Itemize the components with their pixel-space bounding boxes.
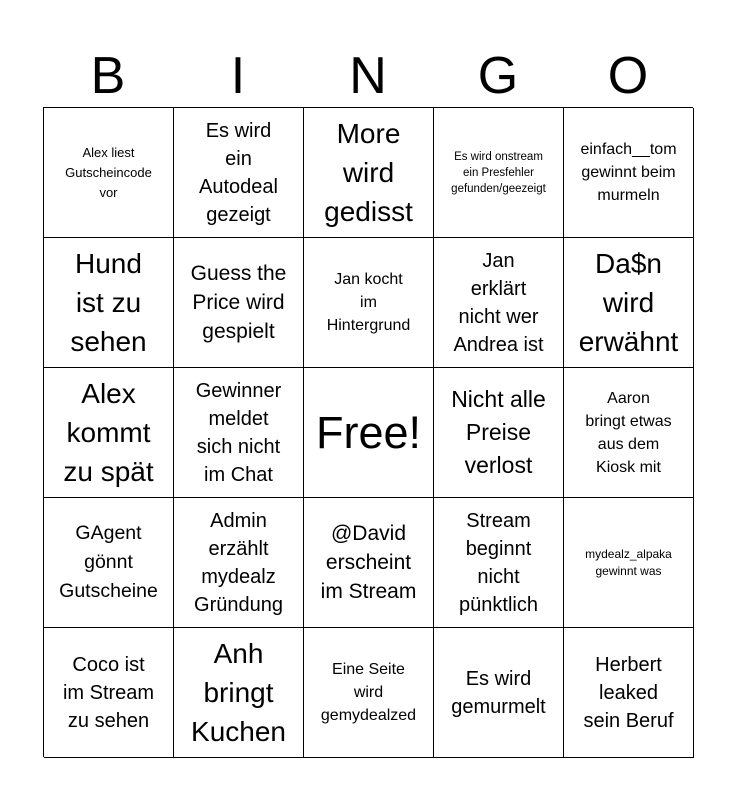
- cell-text: More wird gedisst: [324, 118, 413, 227]
- cell-text: Herbert leaked sein Beruf: [583, 653, 674, 732]
- free-space-text: Free!: [315, 406, 422, 458]
- cell-text: Jan erklärt nicht wer Andrea ist: [453, 249, 544, 356]
- cell-text: Gewinner meldet sich nicht im Chat: [195, 379, 282, 486]
- bingo-cell-r4c4[interactable]: [434, 498, 564, 628]
- cell-text: Alex liest Gutscheincode vor: [65, 144, 152, 200]
- bingo-cell-r3c5[interactable]: [564, 368, 694, 498]
- bingo-cell-r5c5[interactable]: [564, 628, 694, 758]
- cell-text: Es wird ein Autodeal gezeigt: [199, 119, 278, 226]
- bingo-cell-r4c5[interactable]: [564, 498, 694, 628]
- bingo-cell-r4c2[interactable]: [174, 498, 304, 628]
- cell-text: Nicht alle Preise verlost: [451, 386, 546, 478]
- header-letter-g: G: [477, 47, 519, 105]
- bingo-cell-r2c4[interactable]: [434, 238, 564, 368]
- bingo-cell-r5c3[interactable]: [304, 628, 434, 758]
- cell-text: Alex kommt zu spät: [63, 378, 154, 487]
- cell-text: Es wird onstream ein Presfehler gefunden/geezeigt: [451, 150, 546, 195]
- header-letter-o: O: [607, 47, 649, 105]
- cell-text: Hund ist zu sehen: [70, 248, 147, 357]
- bingo-cell-r1c5[interactable]: [564, 108, 694, 238]
- bingo-cell-r2c3[interactable]: [304, 238, 434, 368]
- cell-text: Jan kocht im Hintergrund: [326, 271, 411, 334]
- cell-text: @David erscheint im Stream: [320, 522, 417, 603]
- bingo-cell-r4c1[interactable]: [44, 498, 174, 628]
- header-letter-i: I: [230, 47, 246, 105]
- bingo-cell-r5c2[interactable]: [174, 628, 304, 758]
- cell-text: einfach__tom gewinnt beim murmeln: [580, 141, 677, 204]
- header-letter-n: N: [349, 47, 387, 105]
- cell-text: Guess the Price wird gespielt: [190, 262, 287, 343]
- cell-text: Aaron bringt etwas aus dem Kiosk mit: [585, 389, 672, 476]
- bingo-cell-r1c4[interactable]: [434, 108, 564, 238]
- cell-text: GAgent gönnt Gutscheine: [59, 522, 158, 602]
- bingo-cell-r2c5[interactable]: [564, 238, 694, 368]
- cell-text: Eine Seite wird gemydealzed: [320, 661, 417, 724]
- cell-text: Admin erzählt mydealz Gründung: [194, 509, 283, 616]
- bingo-cell-r2c1[interactable]: [44, 238, 174, 368]
- cell-text: mydealz_alpaka gewinnt was: [585, 546, 672, 578]
- bingo-cell-r5c4[interactable]: [434, 628, 564, 758]
- header-letter-b: B: [90, 47, 126, 105]
- bingo-cell-r4c3[interactable]: [304, 498, 434, 628]
- bingo-cell-r3c1[interactable]: [44, 368, 174, 498]
- cell-text: Coco ist im Stream zu sehen: [62, 653, 155, 732]
- bingo-cell-r1c3[interactable]: [304, 108, 434, 238]
- bingo-header: [43, 44, 693, 108]
- bingo-cell-r5c1[interactable]: [44, 628, 174, 758]
- bingo-cell-r1c1[interactable]: [44, 108, 174, 238]
- cell-text: Anh bringt Kuchen: [191, 638, 286, 747]
- bingo-grid: [43, 107, 693, 757]
- bingo-cell-r1c2[interactable]: [174, 108, 304, 238]
- cell-text: Da$n wird erwähnt: [578, 248, 679, 357]
- cell-text: Es wird gemurmelt: [451, 667, 546, 718]
- cell-text: Stream beginnt nicht pünktlich: [459, 509, 538, 616]
- bingo-cell-r3c2[interactable]: [174, 368, 304, 498]
- bingo-cell-r2c2[interactable]: [174, 238, 304, 368]
- bingo-cell-r3c4[interactable]: [434, 368, 564, 498]
- bingo-cell-r3c3-free[interactable]: [304, 368, 434, 498]
